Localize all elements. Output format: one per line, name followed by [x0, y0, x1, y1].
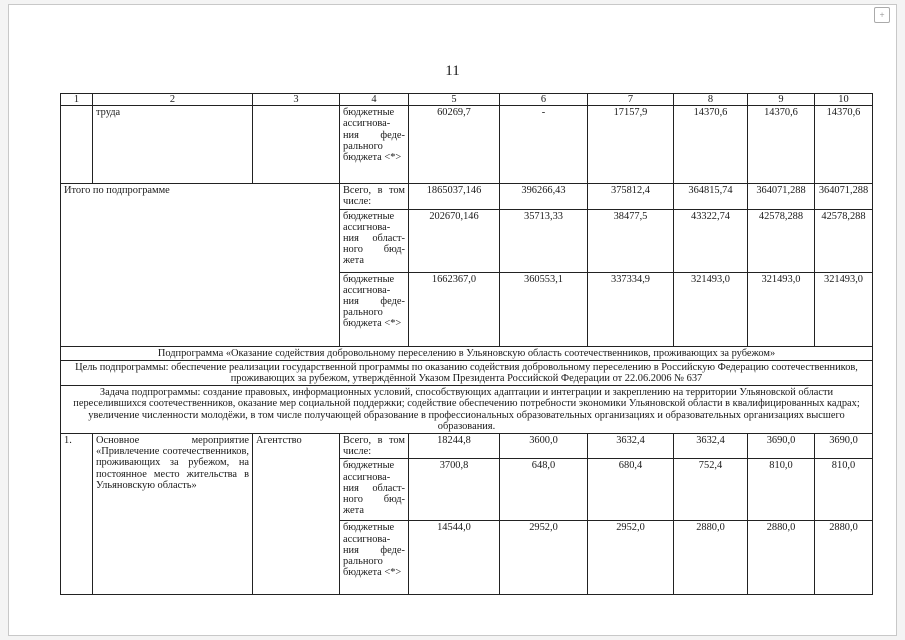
- column-header: 3: [253, 94, 340, 106]
- value-cell: 360553,1: [500, 272, 588, 346]
- value-cell: 364071,288: [748, 184, 815, 209]
- value-cell: 60269,7: [409, 106, 500, 184]
- funding-source-cell: Всего, в том числе:: [340, 184, 409, 209]
- measure-number-cell: 1.: [61, 434, 93, 595]
- row-number-cell: [61, 106, 93, 184]
- value-cell: 38477,5: [588, 209, 674, 272]
- value-cell: 35713,33: [500, 209, 588, 272]
- value-cell: 202670,146: [409, 209, 500, 272]
- value-cell: 2880,0: [748, 521, 815, 595]
- value-cell: 14370,6: [815, 106, 873, 184]
- column-header: 7: [588, 94, 674, 106]
- column-header: 5: [409, 94, 500, 106]
- column-header: 1: [61, 94, 93, 106]
- row-name-cell: труда: [93, 106, 253, 184]
- value-cell: 1865037,146: [409, 184, 500, 209]
- value-cell: 3600,0: [500, 434, 588, 459]
- executor-cell: [253, 106, 340, 184]
- measure-name-cell: Основное мероприятие «Привлечение соотечественников, проживающих за рубежом, на постоянное место жительства в Ульяновскую область»: [93, 434, 253, 595]
- value-cell: 375812,4: [588, 184, 674, 209]
- subprogram-task: Задача подпрограммы: создание правовых, информационных условий, способствующих адаптации и интеграции и закреплению на территории Ульяновской области переселившихся соотечественников, оказание мер социальной поддержки; содействие обеспечению потребности экономики Ульяновской области в квалифицированных кадрах; увеличение численности молодёжи, в том числе получающей образование в профессиональных образовательных организациях и образовательных организациях высшего образования.: [61, 386, 873, 434]
- value-cell: 680,4: [588, 459, 674, 521]
- value-cell: 364815,74: [674, 184, 748, 209]
- funding-source-cell: бюджетные ассигнова-ния област-ного бюд-жета: [340, 459, 409, 521]
- value-cell: 810,0: [748, 459, 815, 521]
- column-header: 2: [93, 94, 253, 106]
- value-cell: 3690,0: [748, 434, 815, 459]
- value-cell: 3690,0: [815, 434, 873, 459]
- funding-source-cell: бюджетные ассигнова-ния феде-рального бюджета <*>: [340, 521, 409, 595]
- value-cell: 42578,288: [748, 209, 815, 272]
- page-number: 11: [445, 63, 460, 79]
- column-header: 9: [748, 94, 815, 106]
- value-cell: 43322,74: [674, 209, 748, 272]
- column-header: 6: [500, 94, 588, 106]
- value-cell: 1662367,0: [409, 272, 500, 346]
- funding-source-cell: Всего, в том числе:: [340, 434, 409, 459]
- subprogram-task-row: [61, 386, 873, 434]
- value-cell: 321493,0: [674, 272, 748, 346]
- value-cell: 2880,0: [815, 521, 873, 595]
- value-cell: 18244,8: [409, 434, 500, 459]
- value-cell: 14370,6: [674, 106, 748, 184]
- value-cell: 3700,8: [409, 459, 500, 521]
- subprogram-goal: Цель подпрограммы: обеспечение реализации государственной программы по оказанию содействия добровольному переселению в Российскую Федерацию соотечественников, проживающих за рубежом, утверждённой Указом Президента Российской Федерации от 22.06.2006 № 637: [61, 360, 873, 385]
- column-header: 10: [815, 94, 873, 106]
- value-cell: 2952,0: [500, 521, 588, 595]
- value-cell: 2880,0: [674, 521, 748, 595]
- table-row-itogo-total: [61, 184, 873, 209]
- value-cell: 396266,43: [500, 184, 588, 209]
- value-cell: 3632,4: [588, 434, 674, 459]
- budget-table: [60, 93, 873, 595]
- column-header: 8: [674, 94, 748, 106]
- value-cell: 648,0: [500, 459, 588, 521]
- value-cell: 337334,9: [588, 272, 674, 346]
- value-cell: 3632,4: [674, 434, 748, 459]
- funding-source-cell: бюджетные ассигнова-ния феде-рального бюджета <*>: [340, 272, 409, 346]
- funding-source-cell: бюджетные ассигнова-ния област-ного бюд-жета: [340, 209, 409, 272]
- table-row-measure-total: [61, 434, 873, 459]
- subprogram-title: Подпрограмма «Оказание содействия добровольному переселению в Ульяновскую область соотечественников, проживающих за рубежом»: [61, 346, 873, 360]
- value-cell: 364071,288: [815, 184, 873, 209]
- measure-executor-cell: Агентство: [253, 434, 340, 595]
- value-cell: 2952,0: [588, 521, 674, 595]
- value-cell: 752,4: [674, 459, 748, 521]
- value-cell: 42578,288: [815, 209, 873, 272]
- itogo-label-cell: Итого по подпрограмме: [61, 184, 340, 346]
- value-cell: 810,0: [815, 459, 873, 521]
- funding-source-cell: бюджетные ассигнова-ния феде-рального бюджета <*>: [340, 106, 409, 184]
- subprogram-goal-row: [61, 360, 873, 385]
- value-cell: 321493,0: [815, 272, 873, 346]
- value-cell: 14544,0: [409, 521, 500, 595]
- page-corner-mark: +: [874, 7, 890, 23]
- value-cell: 14370,6: [748, 106, 815, 184]
- value-cell: -: [500, 106, 588, 184]
- table-row-trud-federal: [61, 106, 873, 184]
- table-header-row: [61, 94, 873, 106]
- subprogram-title-row: [61, 346, 873, 360]
- value-cell: 321493,0: [748, 272, 815, 346]
- value-cell: 17157,9: [588, 106, 674, 184]
- column-header: 4: [340, 94, 409, 106]
